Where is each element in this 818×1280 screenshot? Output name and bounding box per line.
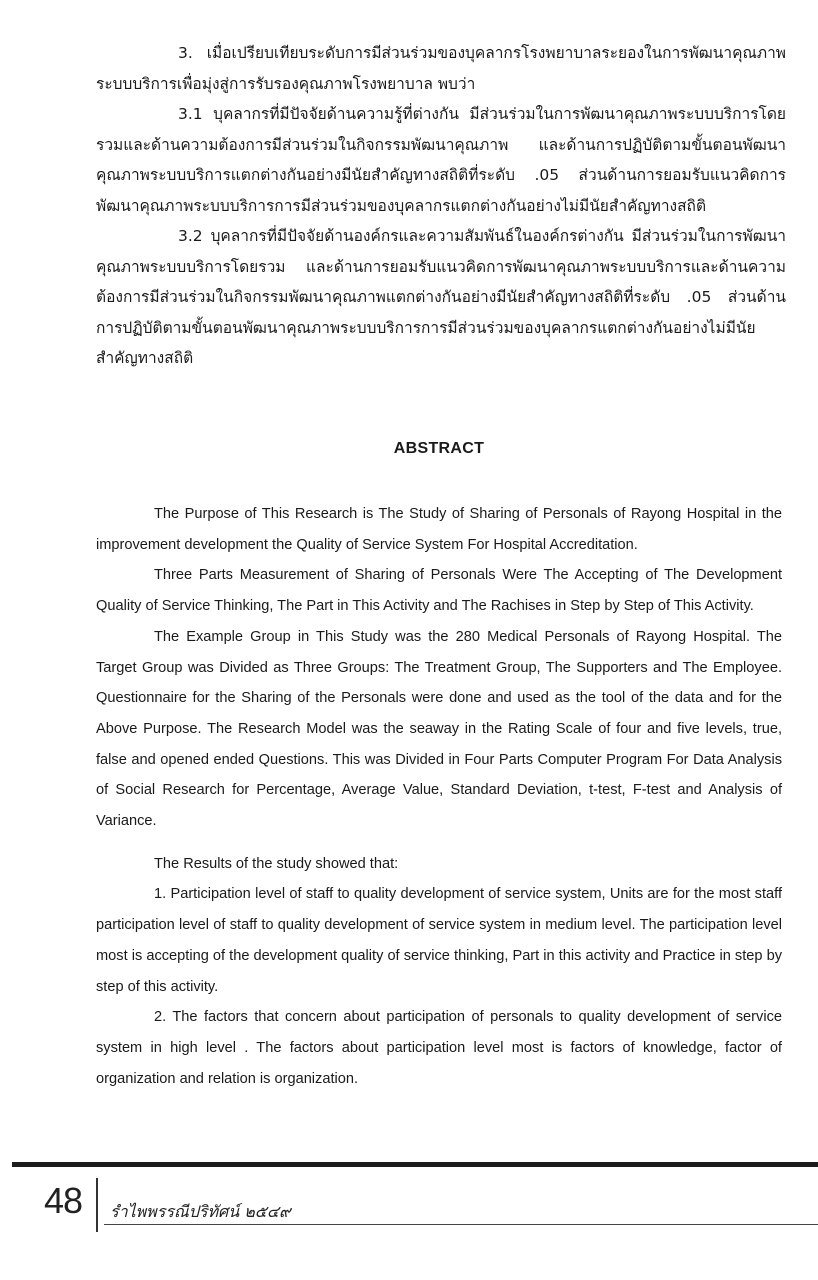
abstract-body (96, 499, 782, 1094)
footer-underline (104, 1224, 818, 1225)
thai-summary (96, 38, 786, 374)
abstract-title: ABSTRACT (393, 440, 485, 457)
abstract-paragraph-result-1: 1. Participation level of staff to quality development of service system, Units are for the most staff participation level of staff to quality development of service system in medium level. The participation level most is accepting of the development quality of service thinking, Part in this activity and Practice in step by step of this activity. (96, 886, 782, 995)
page-number: 48 (44, 1180, 83, 1221)
abstract-paragraph-purpose: The Purpose of This Research is The Study of Sharing of Personals of Rayong Hospital in the improvement development the Quality of Service System For Hospital Accreditation. (96, 506, 782, 553)
abstract-paragraph-measurement: Three Parts Measurement of Sharing of Personals Were The Accepting of The Development Quality of Service Thinking, The Part in This Activity and The Rachises in Step by Step of This Activity. (96, 567, 782, 615)
abstract-paragraph-results-intro: The Results of the study showed that: (154, 855, 399, 872)
abstract-paragraph-result-2: 2. The factors that concern about participation of personals to quality development of service system in high level . The factors about participation level most is factors of knowledge, factor of organization and relation is organization. (96, 1009, 782, 1087)
abstract-paragraph-method: The Example Group in This Study was the 280 Medical Personals of Rayong Hospital. The Target Group was Divided as Three Groups: The Treatment Group, The Supporters and The Employee. Questionnaire for the Sharing of the Personals were done and used as the tool of the data and for the Above Purpose. The Research Model was the seaway in the Rating Scale of four and five levels, true, false and opened ended Questions. This was Divided in Four Parts Computer Program For Data Analysis of Social Research for Percentage, Average Value, Standard Deviation, t-test, F-test and Analysis of Variance. (96, 628, 782, 830)
thai-paragraph-3-2: 3.2 บุคลากรที่มีปัจจัยด้านองค์กรและความสัมพันธ์ในองค์กรต่างกัน มีส่วนร่วมในการพัฒนาคุณภาพระบบบริการโดยรวม และด้านการยอมรับแนวคิดการพัฒนาคุณภาพระบบบริการและด้านความต้องการมีส่วนร่วมในกิจกรรมพัฒนาคุณภาพแตกต่างกันอย่างมีนัยสำคัญทางสถิติที่ระดับ .05 ส่วนด้านการปฏิบัติตามขั้นตอนพัฒนาคุณภาพระบบบริการการมีส่วนร่วมของบุคลากรแตกต่างกันอย่างไม่มีนัยสำคัญทางสถิติ (96, 227, 786, 367)
footer-rule (12, 1162, 818, 1167)
thai-paragraph-3-1: 3.1 บุคลากรที่มีปัจจัยด้านความรู้ที่ต่างกัน มีส่วนร่วมในการพัฒนาคุณภาพระบบบริการโดยรวมและด้านความต้องการมีส่วนร่วมในกิจกรรมพัฒนาคุณภาพ และด้านการปฏิบัติตามขั้นตอนพัฒนาคุณภาพระบบบริการแตกต่างกันอย่างมีนัยสำคัญทางสถิติที่ระดับ .05 ส่วนด้านการยอมรับแนวคิดการพัฒนาคุณภาพระบบบริการการมีส่วนร่วมของบุคลากรแตกต่างกันอย่างไม่มีนัยสำคัญทางสถิติ (96, 105, 786, 215)
thai-paragraph-3: 3. เมื่อเปรียบเทียบระดับการมีส่วนร่วมของบุคลากรโรงพยาบาลระยองในการพัฒนาคุณภาพระบบบริการเพื่อมุ่งสู่การรับรองคุณภาพโรงพยาบาล พบว่า (96, 44, 786, 93)
footer-divider (96, 1178, 98, 1232)
journal-title: รำไพพรรณีปริทัศน์ ๒๕๔๙ (110, 1202, 291, 1221)
